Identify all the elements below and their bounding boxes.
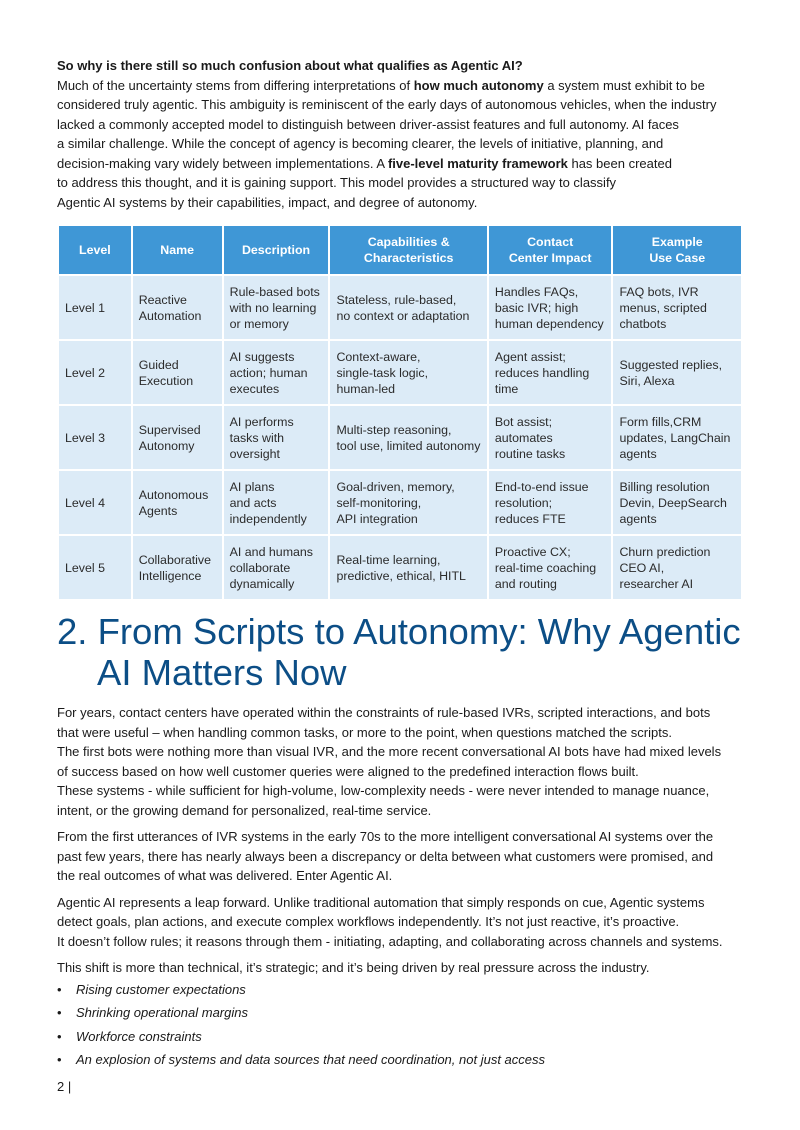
bullet-icon: • xyxy=(57,1005,62,1020)
table-row xyxy=(58,405,742,470)
table-cell: Churn prediction CEO AI, researcher AI xyxy=(612,535,742,600)
table-cell: AI plans and acts independently xyxy=(223,470,330,535)
body-paragraph: For years, contact centers have operated within the constraints of rule-based IVRs, scripted interactions, and bots that were useful – when handling common tasks, or more to the point, when questions matched the scripts. The first bots were nothing more than visual IVR, and the more recent conversational AI bots have had mixed levels of success based on how well customer queries were aligned to the predefined interaction flows built. These systems - while sufficient for high-volume, low-complexity needs - were never intended to manage nuance, intent, or the growing demand for personalized, real-time service. xyxy=(57,705,722,818)
table-cell: AI performs tasks with oversight xyxy=(223,405,330,470)
body-paragraph: Agentic AI represents a leap forward. Unlike traditional automation that simply responds on cue, Agentic systems detect goals, plan actions, and execute complex workflows independently. It’s not just reactive, it’s proactive. It doesn’t follow rules; it reasons through them - initiating, adapting, and collaborating across channels and systems. xyxy=(57,894,723,949)
table-cell: Suggested replies, Siri, Alexa xyxy=(612,340,742,405)
list-item: • Shrinking operational margins xyxy=(57,1001,743,1025)
column-header: Description xyxy=(223,225,330,275)
maturity-table xyxy=(57,224,743,601)
table-cell: Level 4 xyxy=(58,470,132,535)
pressure-list xyxy=(57,978,743,1072)
page-number: 2 | xyxy=(57,1079,72,1094)
table-cell: Collaborative Intelligence xyxy=(132,535,223,600)
table-row xyxy=(58,470,742,535)
column-header: Name xyxy=(132,225,223,275)
table-cell: Autonomous Agents xyxy=(132,470,223,535)
table-cell: Agent assist; reduces handling time xyxy=(488,340,613,405)
table-cell: Level 5 xyxy=(58,535,132,600)
table-cell: AI suggests action; human executes xyxy=(223,340,330,405)
list-item: • An explosion of systems and data sources that need coordination, not just access xyxy=(57,1048,743,1072)
table-cell: AI and humans collaborate dynamically xyxy=(223,535,330,600)
table-cell: Reactive Automation xyxy=(132,275,223,340)
table-cell: Handles FAQs, basic IVR; high human dependency xyxy=(488,275,613,340)
table-cell: Level 1 xyxy=(58,275,132,340)
intro-paragraph: Much of the uncertainty stems from differing interpretations of how much autonomy a system must exhibit to be considered truly agentic. This ambiguity is reminiscent of the early days of autonomous vehicles, when the industry lacked a commonly accepted model to distinguish between driver-assist features and full autonomy. AI faces a similar challenge. While the concept of agency is becoming clearer, the levels of initiative, planning, and decision-making vary widely between implementations. A five-level maturity framework has been created to address this thought, and it is gaining support. This model provides a structured way to classify Agentic AI systems by their capabilities, impact, and degree of autonomy. xyxy=(57,77,717,210)
table-cell: Guided Execution xyxy=(132,340,223,405)
table-cell: Form fills,CRM updates, LangChain agents xyxy=(612,405,742,470)
intro-question: So why is there still so much confusion about what qualifies as Agentic AI? xyxy=(57,58,523,73)
table-cell: Goal-driven, memory, self-monitoring, API integration xyxy=(329,470,487,535)
bullet-icon: • xyxy=(57,981,62,997)
list-item: • Rising customer expectations xyxy=(57,978,743,1002)
table-cell: Rule-based bots with no learning or memory xyxy=(223,275,330,340)
table-cell: Level 3 xyxy=(58,405,132,470)
table-cell: Level 2 xyxy=(58,340,132,405)
table-cell: End-to-end issue resolution; reduces FTE xyxy=(488,470,613,535)
column-header: Level xyxy=(58,225,132,275)
table-row xyxy=(58,340,742,405)
bullet-icon: • xyxy=(57,1028,62,1044)
table-cell: Stateless, rule-based, no context or adaptation xyxy=(329,275,487,340)
table-cell: Bot assist; automates routine tasks xyxy=(488,405,613,470)
table-cell: Billing resolution Devin, DeepSearch agents xyxy=(612,470,742,535)
table-cell: Supervised Autonomy xyxy=(132,405,223,470)
table-cell: Proactive CX; real-time coaching and routing xyxy=(488,535,613,600)
section-heading: 2. From Scripts to Autonomy: Why Agentic AI Matters Now xyxy=(57,611,741,693)
table-row xyxy=(58,535,742,600)
column-header: Capabilities & Characteristics xyxy=(329,225,487,275)
body-paragraph: From the first utterances of IVR systems in the early 70s to the more intelligent conversational AI systems over the past few years, there has nearly always been a discrepancy or delta between what customers were promised, and the real outcomes of what was delivered. Enter Agentic AI. xyxy=(57,829,714,883)
list-item: • Workforce constraints xyxy=(57,1025,743,1049)
table-cell: Multi-step reasoning, tool use, limited autonomy xyxy=(329,405,487,470)
bullet-icon: • xyxy=(57,1052,62,1067)
column-header: Contact Center Impact xyxy=(488,225,613,275)
table-header-row xyxy=(58,225,742,275)
table-cell: Real-time learning, predictive, ethical, HITL xyxy=(329,535,487,600)
table-cell: FAQ bots, IVR menus, scripted chatbots xyxy=(612,275,742,340)
table-cell: Context-aware, single-task logic, human-led xyxy=(329,340,487,405)
table-row xyxy=(58,275,742,340)
body-paragraph: This shift is more than technical, it’s strategic; and it’s being driven by real pressure across the industry. xyxy=(57,960,650,975)
column-header: Example Use Case xyxy=(612,225,742,275)
